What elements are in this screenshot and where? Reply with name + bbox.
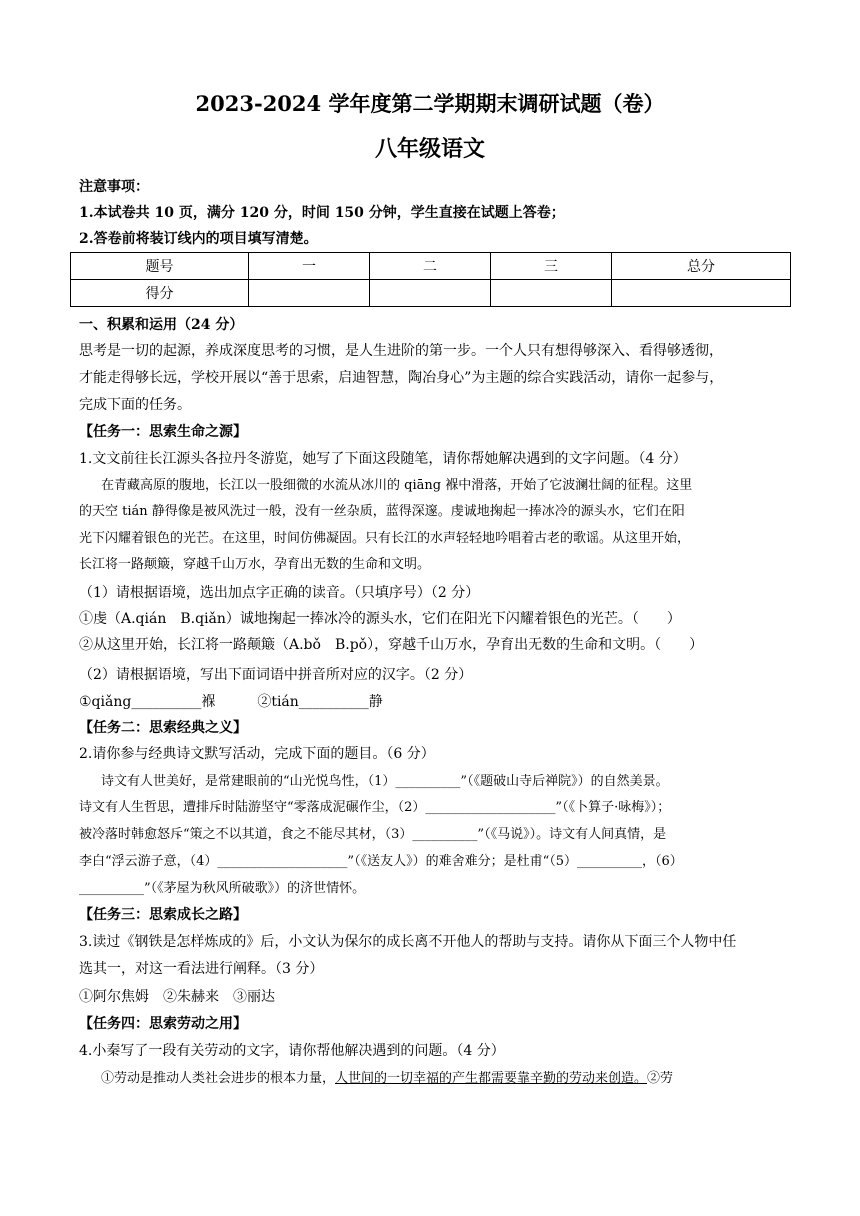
exam-title: 2023-2024 学年度第二学期期末调研试题（卷）	[195, 91, 665, 116]
task4-underlined-sentence: 人世间的一切幸福的产生都需要靠辛勤的劳动来创造。	[335, 1071, 648, 1086]
task2-question: 2.请你参与经典诗文默写活动，完成下面的题目。（6 分）	[79, 746, 435, 762]
section-intro-line: 思考是一切的起源，养成深度思考的习惯，是人生进阶的第一步。一个人只有想得够深入、看得够透彻，	[79, 343, 723, 359]
score-cell[interactable]	[249, 280, 370, 307]
score-row-label: 得分	[71, 280, 249, 307]
task1-passage-line: 的天空 tián 静得像是被风洗过一般，没有一丝杂质，蓝得深邃。虔诚地掬起一捧冰冷的源头水，它们在阳	[79, 504, 685, 519]
score-cell[interactable]	[491, 280, 612, 307]
task1-question: 1.文文前往长江源头各拉丹冬游览，她写了下面这段随笔，请你帮她解决遇到的文字问题。（4 分）	[79, 451, 687, 467]
task2-line: 被冷落时韩愈怒斥“策之不以其道，食之不能尽其材，（3）__________”（《马说》）。诗文有人间真情，是	[79, 827, 667, 842]
task2-line: 李白“浮云游子意，（4）____________________”（《送友人》）的难舍难分；是杜甫“（5）__________，（6）	[79, 854, 683, 869]
task1-passage-line: 在青藏高原的腹地，长江以一股细微的水流从冰川的 qiāng 褓中滑落，开始了它波澜壮阔的征程。这里	[101, 478, 693, 493]
score-header-cell: 题号	[71, 253, 249, 280]
score-header-cell: 二	[370, 253, 491, 280]
task4-passage-start: ①劳动是推动人类社会进步的根本力量，	[101, 1071, 336, 1086]
task2-line: 诗文有人世美好，是常建眼前的“山光悦鸟性，（1）__________”（《题破山寺后禅院》）的自然美景。	[101, 774, 669, 789]
exam-subtitle: 八年级语文	[374, 136, 485, 162]
score-cell[interactable]	[612, 280, 791, 307]
task1-passage-line: 光下闪耀着银色的光芒。在这里，时间仿佛凝固。只有长江的水声轻轻地吟唱着古老的歌谣。从这里开始，	[79, 531, 691, 546]
score-header-cell: 一	[249, 253, 370, 280]
task3-title: 【任务三：思索成长之路】	[79, 907, 247, 923]
task3-options: ①阿尔焦姆 ②朱赫来 ③丽达	[79, 989, 275, 1005]
task1-sub1-option-a: ①虔（A.qián B.qiǎn）诚地掬起一捧冰冷的源头水，它们在阳光下闪耀着银色的光芒。（ ）	[79, 611, 681, 627]
score-table-score-row	[71, 280, 791, 307]
task1-passage-line: 长江将一路颠簸，穿越千山万水，孕育出无数的生命和文明。	[79, 557, 431, 572]
section-intro-line: 完成下面的任务。	[79, 397, 191, 413]
section-title: 一、积累和运用（24 分）	[79, 317, 244, 333]
section-intro-line: 才能走得够长远，学校开展以“善于思索，启迪智慧，陶冶身心”为主题的综合实践活动，请你一起参与，	[79, 370, 724, 386]
score-header-cell: 三	[491, 253, 612, 280]
score-header-cell: 总分	[612, 253, 791, 280]
task3-question-line: 选其一，对这一看法进行阐释。（3 分）	[79, 961, 324, 977]
notice-item-1: 1.本试卷共 10 页，满分 120 分，时间 150 分钟，学生直接在试题上答卷；	[79, 205, 565, 221]
score-cell[interactable]	[370, 280, 491, 307]
task4-title: 【任务四：思索劳动之用】	[79, 1016, 247, 1032]
task4-passage-end: ②劳	[647, 1071, 674, 1086]
task1-sub1-option-b: ②从这里开始，长江将一路颠簸（A.bǒ B.pǒ），穿越千山万水，孕育出无数的生命和文明。（ ）	[79, 637, 704, 653]
task1-title: 【任务一：思索生命之源】	[79, 424, 247, 440]
task4-question: 4.小秦写了一段有关劳动的文字，请你帮他解决遇到的问题。（4 分）	[79, 1043, 505, 1059]
task1-sub2: （2）请根据语境，写出下面词语中拼音所对应的汉字。（2 分）	[79, 667, 473, 683]
task3-question-line: 3.读过《钢铁是怎样炼成的》后，小文认为保尔的成长离不开他人的帮助与支持。请你从下面三个人物中任	[79, 934, 737, 950]
score-table-header-row	[71, 253, 791, 280]
task2-line: __________”（《茅屋为秋风所破歌》）的济世情怀。	[79, 881, 366, 896]
notice-item-2: 2.答卷前将装订线内的项目填写清楚。	[79, 231, 318, 247]
task1-sub2-blanks: ①qiǎng__________褓 ②tián__________静	[79, 694, 383, 710]
notice-heading: 注意事项：	[79, 179, 149, 195]
task2-title: 【任务二：思索经典之义】	[79, 720, 247, 736]
task1-sub1: （1）请根据语境，选出加点字正确的读音。（只填序号）（2 分）	[79, 585, 480, 601]
task4-passage-line	[101, 1067, 673, 1086]
task2-line: 诗文有人生哲思，遭排斥时陆游坚守“零落成泥碾作尘，（2）____________________”（《卜算子·咏梅》）；	[79, 800, 671, 815]
score-table	[70, 252, 791, 307]
